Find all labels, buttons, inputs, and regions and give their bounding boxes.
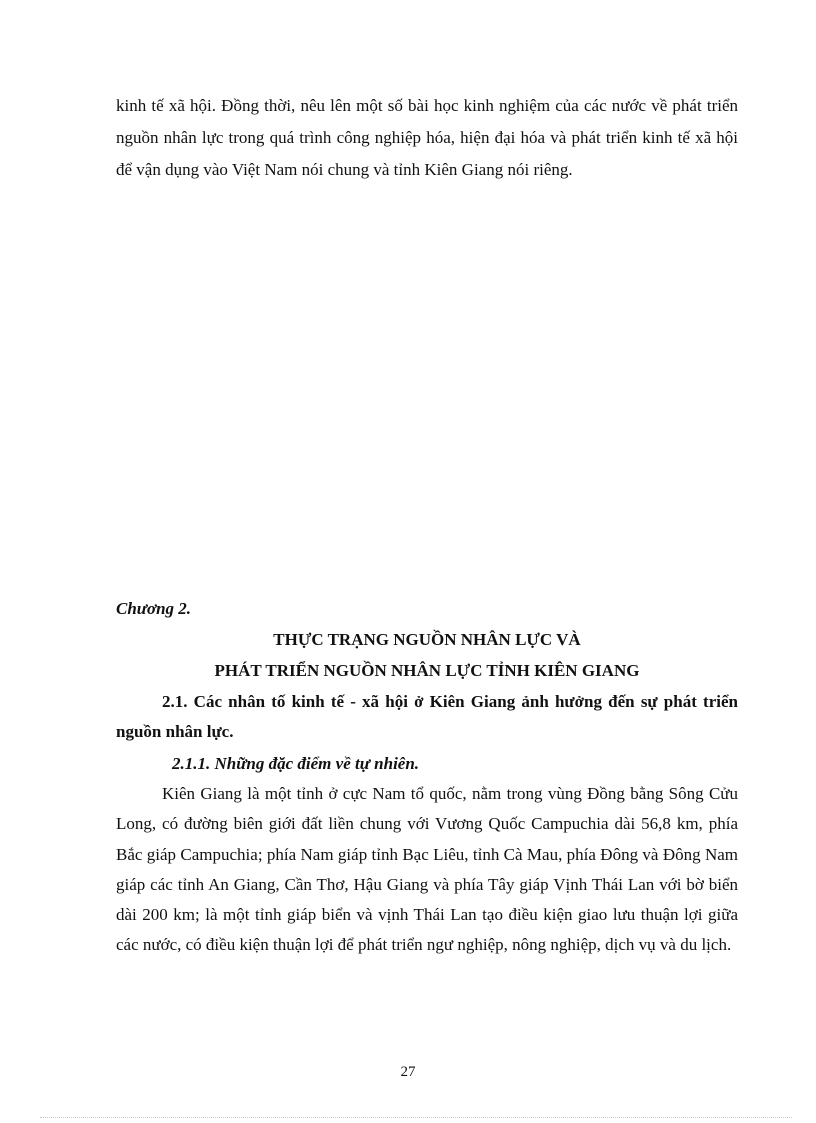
chapter-title-line-2: PHÁT TRIỂN NGUỒN NHÂN LỰC TỈNH KIÊN GIANG [214,661,640,680]
chapter-label: Chương 2. [116,599,192,618]
chapter-title-line-1: THỰC TRẠNG NGUỒN NHÂN LỰC VÀ [273,630,581,649]
page-bottom-divider [40,1117,792,1118]
section-heading: 2.1. Các nhân tố kinh tế - xã hội ở Kiên Giang ảnh hưởng đến sự phát triển nguồn nhân lực. [116,692,738,741]
page-number: 27 [400,1064,416,1080]
intro-paragraph: kinh tế xã hội. Đồng thời, nêu lên một số bài học kinh nghiệm của các nước về phát triển nguồn nhân lực trong quá trình công nghiệp hóa, hiện đại hóa và phát triển kinh tế xã hội để vận dụng vào Việt Nam nói chung và tỉnh Kiên Giang nói riêng. [116,96,738,179]
body-paragraph: Kiên Giang là một tỉnh ở cực Nam tổ quốc, nằm trong vùng Đồng bằng Sông Cửu Long, có đường biên giới đất liền chung với Vương Quốc Campuchia dài 56,8 km, phía Bắc giáp Campuchia; phía Nam giáp tỉnh Bạc Liêu, tỉnh Cà Mau, phía Đông và Đông Nam giáp các tỉnh An Giang, Cần Thơ, Hậu Giang và phía Tây giáp Vịnh Thái Lan với bờ biển dài 200 km; là một tỉnh giáp biển và vịnh Thái Lan tạo điều kiện giao lưu thuận lợi giữa các nước, có điều kiện thuận lợi để phát triển ngư nghiệp, nông nghiệp, dịch vụ và du lịch. [116,784,738,955]
subsection-heading: 2.1.1. Những đặc điểm về tự nhiên. [172,754,420,773]
